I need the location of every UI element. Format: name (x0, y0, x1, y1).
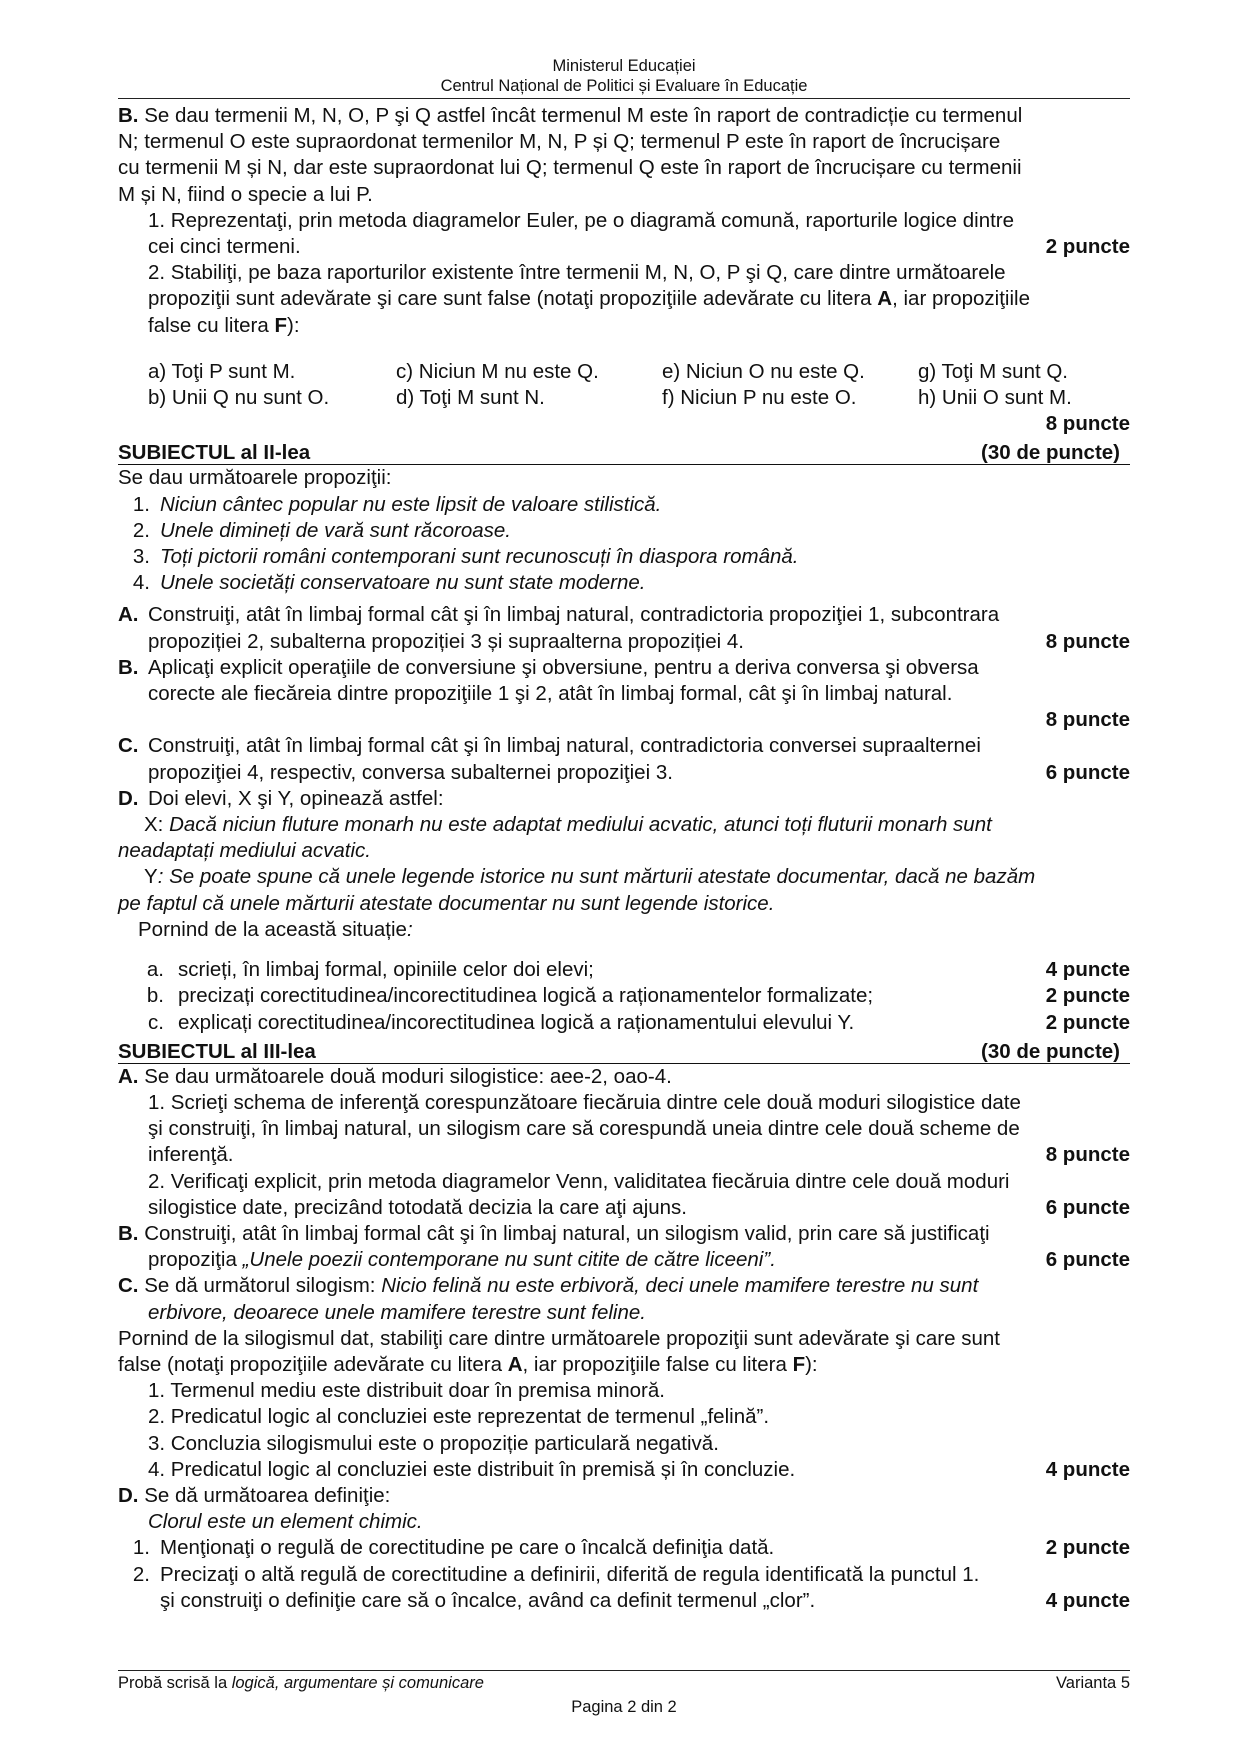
item-text: Precizaţi o altă regulă de corectitudine a definirii, diferită de regula identificată la punctul 1. (160, 1562, 980, 1586)
list-item (118, 1562, 1130, 1588)
list-item (118, 1588, 1130, 1614)
item-text: explicați corectitudinea/incorectitudinea logică a raționamentului elevului Y. (178, 1010, 855, 1034)
points-label: 4 puncte (1045, 1588, 1130, 1612)
letter-a: A (507, 1352, 523, 1376)
proposition-option: a) Toţi P sunt M. (148, 359, 296, 383)
list-item (118, 957, 1130, 983)
proposition-list (118, 492, 1130, 597)
question-text: ): (287, 313, 300, 337)
points-label: 8 puncte (1045, 708, 1130, 732)
question-text: Se dau următoarele două moduri silogistice: aee-2, oao-4. (138, 1064, 672, 1088)
points-label: 8 puncte (1045, 1143, 1130, 1167)
part-label: B. (118, 655, 139, 679)
student-y-opinion: pe faptul că unele mărturii atestate documentar nu sunt legende istorice. (118, 891, 775, 915)
subject2-part-d (118, 786, 1130, 1036)
points-label: 2 puncte (1045, 1010, 1130, 1034)
list-item (118, 492, 1130, 518)
header-ministry: Ministerul Educației (552, 57, 696, 75)
letter-f: F (792, 1352, 806, 1376)
list-item (118, 544, 1130, 570)
subject2-part-a (118, 602, 1130, 654)
list-item (118, 1010, 1130, 1036)
part-b-question-2 (118, 260, 1130, 339)
item-text: Unele societăți conservatoare nu sunt state moderne. (160, 571, 646, 595)
part-b-intro-line: Se dau termenii M, N, O, P şi Q astfel încât termenul M este în raport de contradicție cu termenul (138, 104, 1023, 127)
list-item (118, 983, 1130, 1009)
item-number: 4. (132, 571, 150, 595)
footer-exam-label: Probă scrisă la (118, 1674, 232, 1692)
list-item: 4. Predicatul logic al concluziei este distribuit în premisă și în concluzie. (148, 1457, 796, 1481)
item-letter: c. (148, 1010, 164, 1034)
part-b-intro-line: cu termenii M și N, dar este supraordonat lui Q; termenul Q este în raport de încrucișare cu termenii (118, 156, 1022, 180)
points-label: 2 puncte (1045, 984, 1130, 1008)
item-text: Menţionaţi o regulă de corectitudine pe care o încalcă definiţia dată. (160, 1536, 775, 1560)
footer-exam-subject: logică, argumentare și comunicare (231, 1674, 484, 1692)
item-number: 3. (132, 545, 150, 569)
list-item: 2. Predicatul logic al concluziei este reprezentat de termenul „felină”. (148, 1405, 770, 1429)
item-text: scrieți, în limbaj formal, opiniile celor doi elevi; (178, 958, 594, 982)
header-divider (118, 98, 1130, 99)
list-item: 3. Concluzia silogismului este o propoziție particulară negativă. (148, 1431, 719, 1455)
item-text: Niciun cântec popular nu este lipsit de valoare stilistică. (160, 492, 662, 516)
item-number: 2. (132, 518, 150, 542)
list-item (118, 570, 1130, 596)
proposition-option: h) Unii O sunt M. (918, 386, 1072, 410)
proposition-option: d) Toţi M sunt N. (396, 386, 545, 410)
points-label: 8 puncte (1045, 412, 1130, 436)
subject3-part-b (118, 1221, 1130, 1273)
item-text: şi construiţi o definiţie care să o încalce, având ca definit termenul „clor”. (160, 1588, 816, 1612)
student-y-opinion: : Se poate spune că unele legende istorice nu sunt mărturii atestate documentar, dacă ne bazăm (157, 865, 1036, 889)
student-x-label: X: (144, 813, 170, 837)
question-text: ): (805, 1352, 818, 1376)
question-text: propoziţia (148, 1248, 243, 1272)
item-letter: b. (146, 984, 164, 1008)
question-text: Construiţi, atât în limbaj formal cât şi în limbaj natural, contradictoria propoziţiei 1, subcontrara (148, 603, 1000, 627)
item-number: 2. (132, 1562, 150, 1586)
list-item (118, 518, 1130, 544)
list-item (118, 1535, 1130, 1561)
syllogism-text: Nicio felină nu este erbivoră, deci unele mamifere terestre nu sunt (381, 1274, 979, 1298)
question-text: 1. Scrieţi schema de inferenţă corespunzătoare fiecăruia dintre cele două moduri silogistice date (148, 1090, 1021, 1114)
section-score: (30 de puncte) (981, 1039, 1120, 1063)
letter-f: F (274, 313, 288, 337)
student-x-opinion: neadaptați mediului acvatic. (118, 839, 371, 863)
question-text: Se dă următoarea definiţie: (138, 1483, 391, 1507)
subject2-part-c (118, 733, 1130, 785)
points-label: 8 puncte (1045, 629, 1130, 653)
letter-a: A (877, 287, 893, 311)
list-item: 1. Termenul mediu este distribuit doar în premisa minoră. (148, 1379, 665, 1403)
subject2-part-b (118, 655, 1130, 734)
proposition-option: g) Toţi M sunt Q. (918, 359, 1069, 383)
proposition-option: c) Niciun M nu este Q. (396, 359, 599, 383)
section-title: SUBIECTUL al II-lea (118, 441, 311, 465)
question-text: 2. Stabiliţi, pe baza raporturilor existente între termenii M, N, O, P şi Q, care dintre următoarele (148, 261, 1006, 285)
part-label: C. (118, 1274, 139, 1298)
question-text: 1. Reprezentaţi, prin metoda diagramelor Euler, pe o diagramă comună, raporturile logice dintre (148, 208, 1015, 232)
points-label: 4 puncte (1045, 1457, 1130, 1481)
item-text: Toți pictorii români contemporani sunt recunoscuți în diaspora română. (160, 545, 799, 569)
subject3-part-d (118, 1483, 1130, 1614)
target-proposition: „Unele poezii contemporane nu sunt citite de către liceeni”. (242, 1248, 776, 1272)
question-text: Construiţi, atât în limbaj formal cât şi în limbaj natural, un silogism valid, prin care să justificaţi (138, 1221, 990, 1245)
proposition-option: e) Niciun O nu este Q. (662, 359, 865, 383)
proposition-option: b) Unii Q nu sunt O. (148, 386, 330, 410)
points-label: 6 puncte (1045, 1195, 1130, 1219)
question-text: false (notaţi propoziţiile adevărate cu litera (118, 1352, 508, 1376)
question-text: propoziţii sunt adevărate şi care sunt false (notaţi propoziţiile adevărate cu litera (148, 287, 878, 311)
question-text: corecte ale fiecăreia dintre propoziţiile 1 şi 2, atât în limbaj formal, cât şi în limbaj natural. (148, 682, 953, 706)
part-b-intro-line: M și N, fiind o specie a lui P. (118, 182, 373, 206)
section-heading (118, 441, 1130, 465)
item-number: 1. (132, 1536, 150, 1560)
item-number: 1. (132, 492, 150, 516)
part-b-intro-line: N; termenul O este supraordonat termenilor M, N, P și Q; termenul P este în raport de încrucișare (118, 130, 1001, 154)
item-letter: a. (146, 958, 164, 982)
question-text: cei cinci termeni. (148, 235, 301, 259)
question-text: , iar propoziţiile (892, 287, 1030, 311)
part-label: A. (118, 1064, 139, 1088)
page-footer (118, 1670, 1130, 1717)
points-label: 4 puncte (1045, 958, 1130, 982)
question-text: Doi elevi, X şi Y, opinează astfel: (148, 786, 444, 810)
subject3-part-c (118, 1273, 1130, 1483)
part-b-label: B. (118, 104, 139, 127)
section-heading (118, 1040, 1130, 1064)
subject3-part-a (118, 1064, 1130, 1221)
section-intro: Se dau următoarele propoziţii: (118, 466, 392, 490)
page-number: Pagina 2 din 2 (571, 1698, 677, 1716)
question-text: 2. Verificaţi explicit, prin metoda diagramelor Venn, validitatea fiecăruia dintre cele două moduri (148, 1169, 1010, 1193)
points-label: 6 puncte (1045, 760, 1130, 784)
part-b-question-1 (118, 208, 1130, 260)
section-title: SUBIECTUL al III-lea (118, 1039, 316, 1063)
item-text: Unele dimineți de vară sunt răcoroase. (160, 518, 511, 542)
definition-text: Clorul este un element chimic. (148, 1510, 423, 1534)
question-text: propoziţiei 4, respectiv, conversa subalternei propoziţiei 3. (148, 760, 673, 784)
points-label: 2 puncte (1045, 235, 1130, 259)
question-text: Se dă următorul silogism: (138, 1274, 382, 1298)
question-text: şi construiţi, în limbaj natural, un silogism care să corespundă uneia dintre cele două scheme de (148, 1117, 1020, 1141)
part-label: B. (118, 1221, 139, 1245)
student-x-opinion: Dacă niciun fluture monarh nu este adaptat mediului acvatic, atunci toți fluturii monarh sunt (169, 813, 992, 837)
syllogism-text: erbivore, deoarece unele mamifere terestre sunt feline. (148, 1300, 646, 1324)
part-label: A. (118, 603, 139, 627)
question-text: inferenţă. (148, 1143, 234, 1167)
section-score: (30 de puncte) (981, 441, 1120, 465)
part-label: D. (118, 1483, 139, 1507)
points-label: 2 puncte (1045, 1536, 1130, 1560)
question-text: false cu litera (148, 313, 275, 337)
propositions-grid (118, 359, 1130, 411)
question-text: , iar propoziţiile false cu litera (522, 1352, 793, 1376)
points-label: 6 puncte (1045, 1248, 1130, 1272)
header-center: Centrul Național de Politici și Evaluare în Educație (440, 77, 808, 95)
question-text: Construiţi, atât în limbaj formal cât şi în limbaj natural, contradictoria conversei supraalternei (148, 734, 981, 758)
question-text: Pornind de la această situație (138, 917, 407, 941)
question-text: Aplicaţi explicit operaţiile de conversiune şi obversiune, pentru a deriva conversa şi obversa (148, 655, 979, 679)
question-text: : (406, 917, 413, 941)
question-text: propoziției 2, subalterna propoziției 3 și supraalterna propoziției 4. (148, 629, 744, 653)
subject1-part-b (118, 103, 1130, 437)
part-label: D. (118, 786, 139, 810)
page-header (118, 56, 1130, 96)
part-label: C. (118, 734, 139, 758)
item-text: precizați corectitudinea/incorectitudinea logică a raționamentelor formalizate; (178, 984, 874, 1008)
question-text: Pornind de la silogismul dat, stabiliţi care dintre următoarele propoziţii sunt adevărate şi care sunt (118, 1326, 1000, 1350)
student-y-label: Y (144, 865, 158, 889)
task-list (118, 957, 1130, 1036)
question-text: silogistice date, precizând totodată decizia la care aţi ajuns. (148, 1195, 688, 1219)
exam-page (118, 56, 1130, 1614)
footer-variant: Varianta 5 (1056, 1674, 1130, 1692)
proposition-option: f) Niciun P nu este O. (662, 386, 857, 410)
